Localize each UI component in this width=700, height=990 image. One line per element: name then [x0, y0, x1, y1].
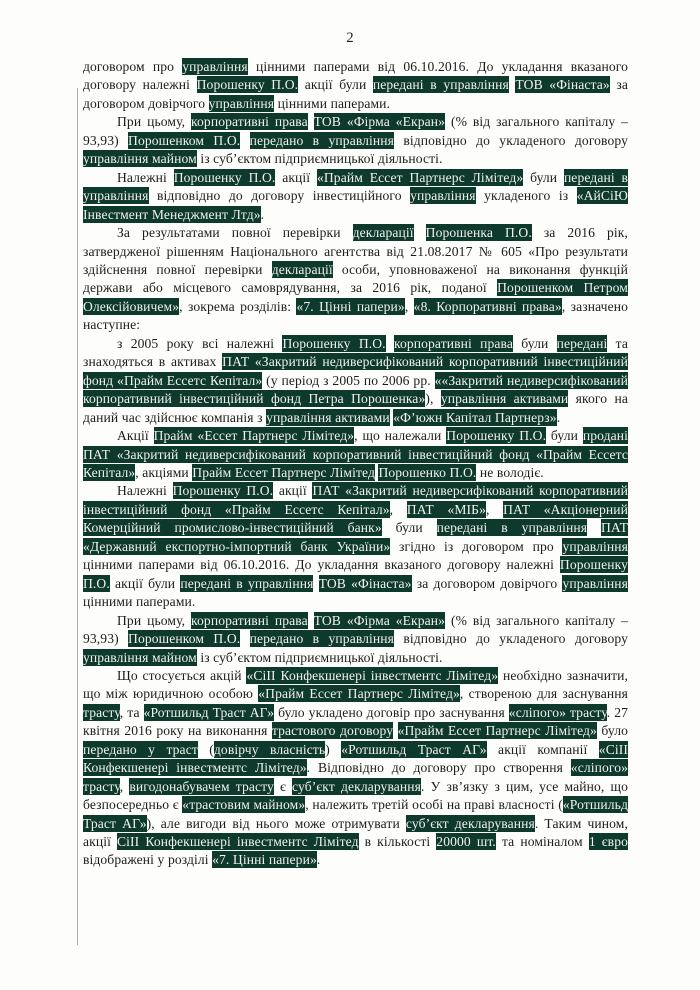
text-run: ( [197, 741, 214, 757]
text-run: . Відповідно до договору про створення [306, 760, 571, 776]
paragraph [83, 482, 628, 611]
text-run: укладеного із [475, 188, 577, 204]
text-run: були [523, 169, 564, 185]
highlighted-text: 1 євро [588, 834, 628, 850]
text-run: були [513, 335, 557, 351]
paragraph [83, 335, 628, 427]
highlighted-text: управління [182, 59, 248, 74]
highlighted-text: «7. Цінні папери» [296, 298, 405, 314]
text-run: за договором довірчого [83, 77, 628, 111]
text-run: При цьому, [117, 114, 192, 130]
document-body [83, 58, 628, 870]
text-run: цінними паперами від 06.10.2016. До укладання вказаного договору належні [83, 557, 560, 573]
page-number: 2 [346, 30, 354, 46]
highlighted-text: передано у траст [83, 741, 198, 757]
text-run: цінними паперами. [274, 95, 391, 111]
text-run: не володіє. [476, 464, 544, 480]
paragraph [83, 612, 628, 667]
text-run: , та [119, 704, 144, 720]
text-run: акції [273, 483, 313, 499]
highlighted-text: Порошенку П.О. [172, 483, 274, 499]
text-run [587, 520, 601, 535]
highlighted-text: ПАТ «Закритий недиверсифікований корпоративний інвестиційний фонд «Прайм Ессетс Кепітал» [83, 354, 629, 388]
highlighted-text: управління [208, 95, 275, 111]
highlighted-text: декларації [352, 225, 414, 241]
text-run: (% від загального капіталу – 93,93) [83, 114, 629, 148]
text-run: . [260, 206, 265, 222]
text-run: , [389, 501, 407, 517]
highlighted-text: Порошенко П.О. [378, 464, 477, 480]
highlighted-text: Порошенком Петром Олексійовичем» [83, 280, 628, 314]
text-run [386, 336, 394, 351]
highlighted-text: Порошенку П.О. [446, 428, 547, 444]
paragraph [83, 113, 628, 168]
text-run: було [596, 723, 628, 739]
highlighted-text: передані в управління [372, 77, 509, 93]
highlighted-text: Прайм «Ессет Партнерс Лімітед» [153, 428, 355, 444]
highlighted-text: «сліпого» трасту [83, 760, 628, 794]
highlighted-text: корпоративні права [191, 612, 308, 628]
text-run: . [316, 852, 321, 868]
text-run: За результатами повної перевірки [117, 225, 353, 241]
highlighted-text: «Ротшильд Траст АГ» [341, 741, 487, 757]
text-run: акції були [298, 77, 373, 93]
text-run: необхідно зазначити, що між юридичною особою [83, 667, 628, 702]
highlighted-text: управління майном [83, 649, 197, 665]
text-run: були [381, 520, 437, 536]
highlighted-text: передано в управління [249, 631, 395, 647]
highlighted-text: передано в управління [249, 132, 395, 148]
paragraph [83, 58, 628, 113]
text-run: відповідно до договору інвестиційного [148, 188, 411, 204]
highlighted-text: управління [410, 188, 476, 204]
highlighted-text: «Ротшильд Траст АГ» [143, 704, 275, 720]
text-run: цінними паперами. [83, 594, 196, 610]
text-run: Належні [117, 483, 173, 499]
highlighted-text: Порошенка П.О. [425, 225, 532, 241]
text-run: були [546, 428, 583, 444]
text-run: із суб’єктом підприємницької діяльності. [196, 649, 443, 665]
text-run: , акціями [135, 464, 193, 480]
highlighted-text: ТОВ «Фінаста» [515, 77, 610, 93]
highlighted-text: Порошенком П.О. [128, 631, 241, 647]
highlighted-text: «Прайм Ессет Партнерс Лімітед» [316, 169, 524, 185]
highlighted-text: ПАТ «Державний експортно-імпортний банк України» [83, 520, 629, 554]
highlighted-text: управління активами [440, 391, 569, 407]
highlighted-text: передані в управління [83, 169, 629, 204]
highlighted-text: ПАТ «Закритий недиверсифікований корпоративний інвестиційний фонд «Прайм Ессетс Кепітал» [83, 483, 628, 517]
text-run: , [119, 778, 130, 794]
highlighted-text: ТОВ «Фірма «Екран» [313, 114, 446, 130]
highlighted-text: передані в управління [436, 520, 588, 536]
text-run: є [273, 778, 293, 794]
highlighted-text: ПАТ «Акціонерний Комерційний промислово-інвестиційний банк» [83, 501, 628, 536]
text-run: згідно із договором про [390, 538, 563, 554]
highlighted-text: ТОВ «Фірма «Екран» [313, 612, 446, 628]
highlighted-text: «Прайм Ессет Партнерс Лімітед» [397, 723, 597, 739]
text-run: ) [325, 741, 342, 757]
text-run: та номіналом [495, 834, 589, 850]
text-run: , зазначено наступне: [83, 298, 629, 333]
text-run: відповідно до укладеного договору [394, 631, 628, 647]
highlighted-text: «сліпого» трасту [508, 704, 607, 720]
text-run: акції були [109, 575, 181, 591]
paragraph [83, 427, 628, 482]
highlighted-text: вигодонабувачем трасту [129, 778, 274, 794]
text-run: Належні [117, 169, 174, 185]
highlighted-text: довірчу власність [213, 741, 326, 757]
text-run: за 2016 рік, затвердженої рішенням Національного агентства від 21.08.2017 № 605 «Про результати здійснення повної перевірки [83, 225, 628, 277]
highlighted-text: управління майном [83, 151, 197, 167]
text-run: . Таким чином, акції [83, 815, 629, 850]
text-run: якого на даний час здійснює компанія з [83, 391, 628, 425]
highlighted-text: «трастовим майном» [182, 797, 306, 813]
highlighted-text: ««Закритий недиверсифікований корпоративний інвестиційний фонд Петра Порошенка» [83, 372, 629, 407]
highlighted-text: Порошенком П.О. [128, 132, 241, 148]
highlighted-text: передані в управління [180, 575, 314, 591]
highlighted-text: Порошенку П.О. [83, 557, 628, 591]
highlighted-text: Порошенку П.О. [196, 77, 299, 93]
highlighted-text: ТОВ «Фінаста» [318, 575, 412, 591]
text-run: відображені у розділі [83, 852, 213, 868]
text-run: цінними паперами від 06.10.2016. До укладання вказаного договору належні [83, 59, 628, 93]
text-run: із суб’єктом підприємницької діяльності. [196, 151, 443, 167]
text-run: , належить третій особі на праві власності ( [305, 797, 563, 813]
text-run: було укладено договір про заснування [274, 704, 509, 720]
text-run [393, 723, 397, 738]
text-run: та знаходяться в активах [83, 335, 629, 370]
text-run: ), [425, 391, 441, 407]
text-run [240, 631, 249, 646]
text-run: , зокрема розділів: [179, 298, 297, 314]
highlighted-text: трасту [83, 704, 120, 720]
text-run: (% від загального капіталу – 93,93) [83, 612, 629, 647]
scan-fold-line [77, 88, 78, 945]
text-run: , [485, 501, 504, 517]
highlighted-text: Порошенку П.О. [282, 335, 386, 351]
highlighted-text: продані [582, 428, 629, 444]
highlighted-text: декларації [271, 261, 333, 277]
highlighted-text: «АйСіЮ Інвестмент Менеджмент Лтд» [83, 188, 628, 222]
text-run: При цьому, [117, 612, 192, 628]
highlighted-text: управління [562, 538, 628, 554]
text-run: в кількості [358, 834, 437, 850]
highlighted-text: «Ротшильд Траст АГ» [83, 797, 628, 831]
highlighted-text: суб’єкт декларування [405, 815, 535, 831]
text-run: , створеною для заснування [459, 686, 628, 702]
highlighted-text: корпоративні права [393, 335, 514, 351]
highlighted-text: трастового договору [271, 723, 394, 739]
highlighted-text: СіІІ Конфекшенері інвестментс Лімітед [117, 834, 359, 850]
text-run: договором про [83, 59, 183, 74]
highlighted-text: ПАТ «МІБ» [406, 501, 486, 517]
text-run [414, 225, 426, 240]
highlighted-text: «8. Корпоративні права» [413, 298, 562, 314]
text-run: (у період з 2005 по 2006 рр. [262, 372, 435, 388]
paragraph [83, 169, 628, 224]
highlighted-text: 20000 шт. [436, 834, 496, 850]
text-run [240, 133, 249, 148]
highlighted-text: «7. Цінні папери» [212, 852, 317, 868]
highlighted-text: ПАТ «Закритий недиверсифікований корпоративний інвестиційний фонд «Прайм Ессетс Кепітал» [83, 446, 628, 480]
text-run [308, 613, 314, 628]
text-run: акції компанії [486, 741, 599, 757]
text-run: ), але вигоди від нього може отримувати [146, 815, 406, 831]
highlighted-text: управління [562, 575, 628, 591]
text-run: відповідно до укладеного договору [394, 132, 628, 148]
paragraph [83, 224, 628, 335]
text-run: Що стосується акцій [117, 667, 247, 683]
text-run: . 27 квітня 2016 року на виконання [83, 704, 628, 739]
text-run [313, 576, 318, 591]
highlighted-text: «Прайм Ессет Партнерс Лімітед» [258, 686, 460, 702]
highlighted-text: Прайм Ессет Партнерс Лімітед [192, 464, 375, 480]
text-run: , що належали [354, 428, 447, 444]
text-run: акції [275, 169, 317, 185]
highlighted-text: управління активами [266, 409, 390, 425]
paragraph [83, 667, 628, 870]
text-run: . [556, 409, 561, 425]
text-run: з 2005 року всі належні [117, 335, 283, 351]
text-run: . У зв’язку з цим, усе майно, що безпосередньо є [83, 778, 628, 813]
text-run: особи, уповноваженої на виконання функцій держави або місцевого самоврядування, за 2016 рік, поданої [83, 261, 628, 296]
highlighted-text: корпоративні права [191, 114, 308, 130]
highlighted-text: «СіІІ Конфекшенері інвестментс Лімітед» [246, 667, 499, 683]
text-run: , [404, 298, 414, 314]
highlighted-text: суб’єкт декларування [292, 778, 422, 794]
highlighted-text: «Ф’южн Капітал Партнерз» [393, 409, 557, 425]
highlighted-text: «СіІІ Конфекшенері інвестментс Лімітед» [83, 741, 628, 776]
text-run: Акції [117, 428, 154, 444]
text-run: за договором довірчого [411, 575, 563, 591]
highlighted-text: передані [556, 335, 608, 351]
highlighted-text: Порошенку П.О. [173, 169, 276, 185]
text-run [308, 114, 314, 129]
